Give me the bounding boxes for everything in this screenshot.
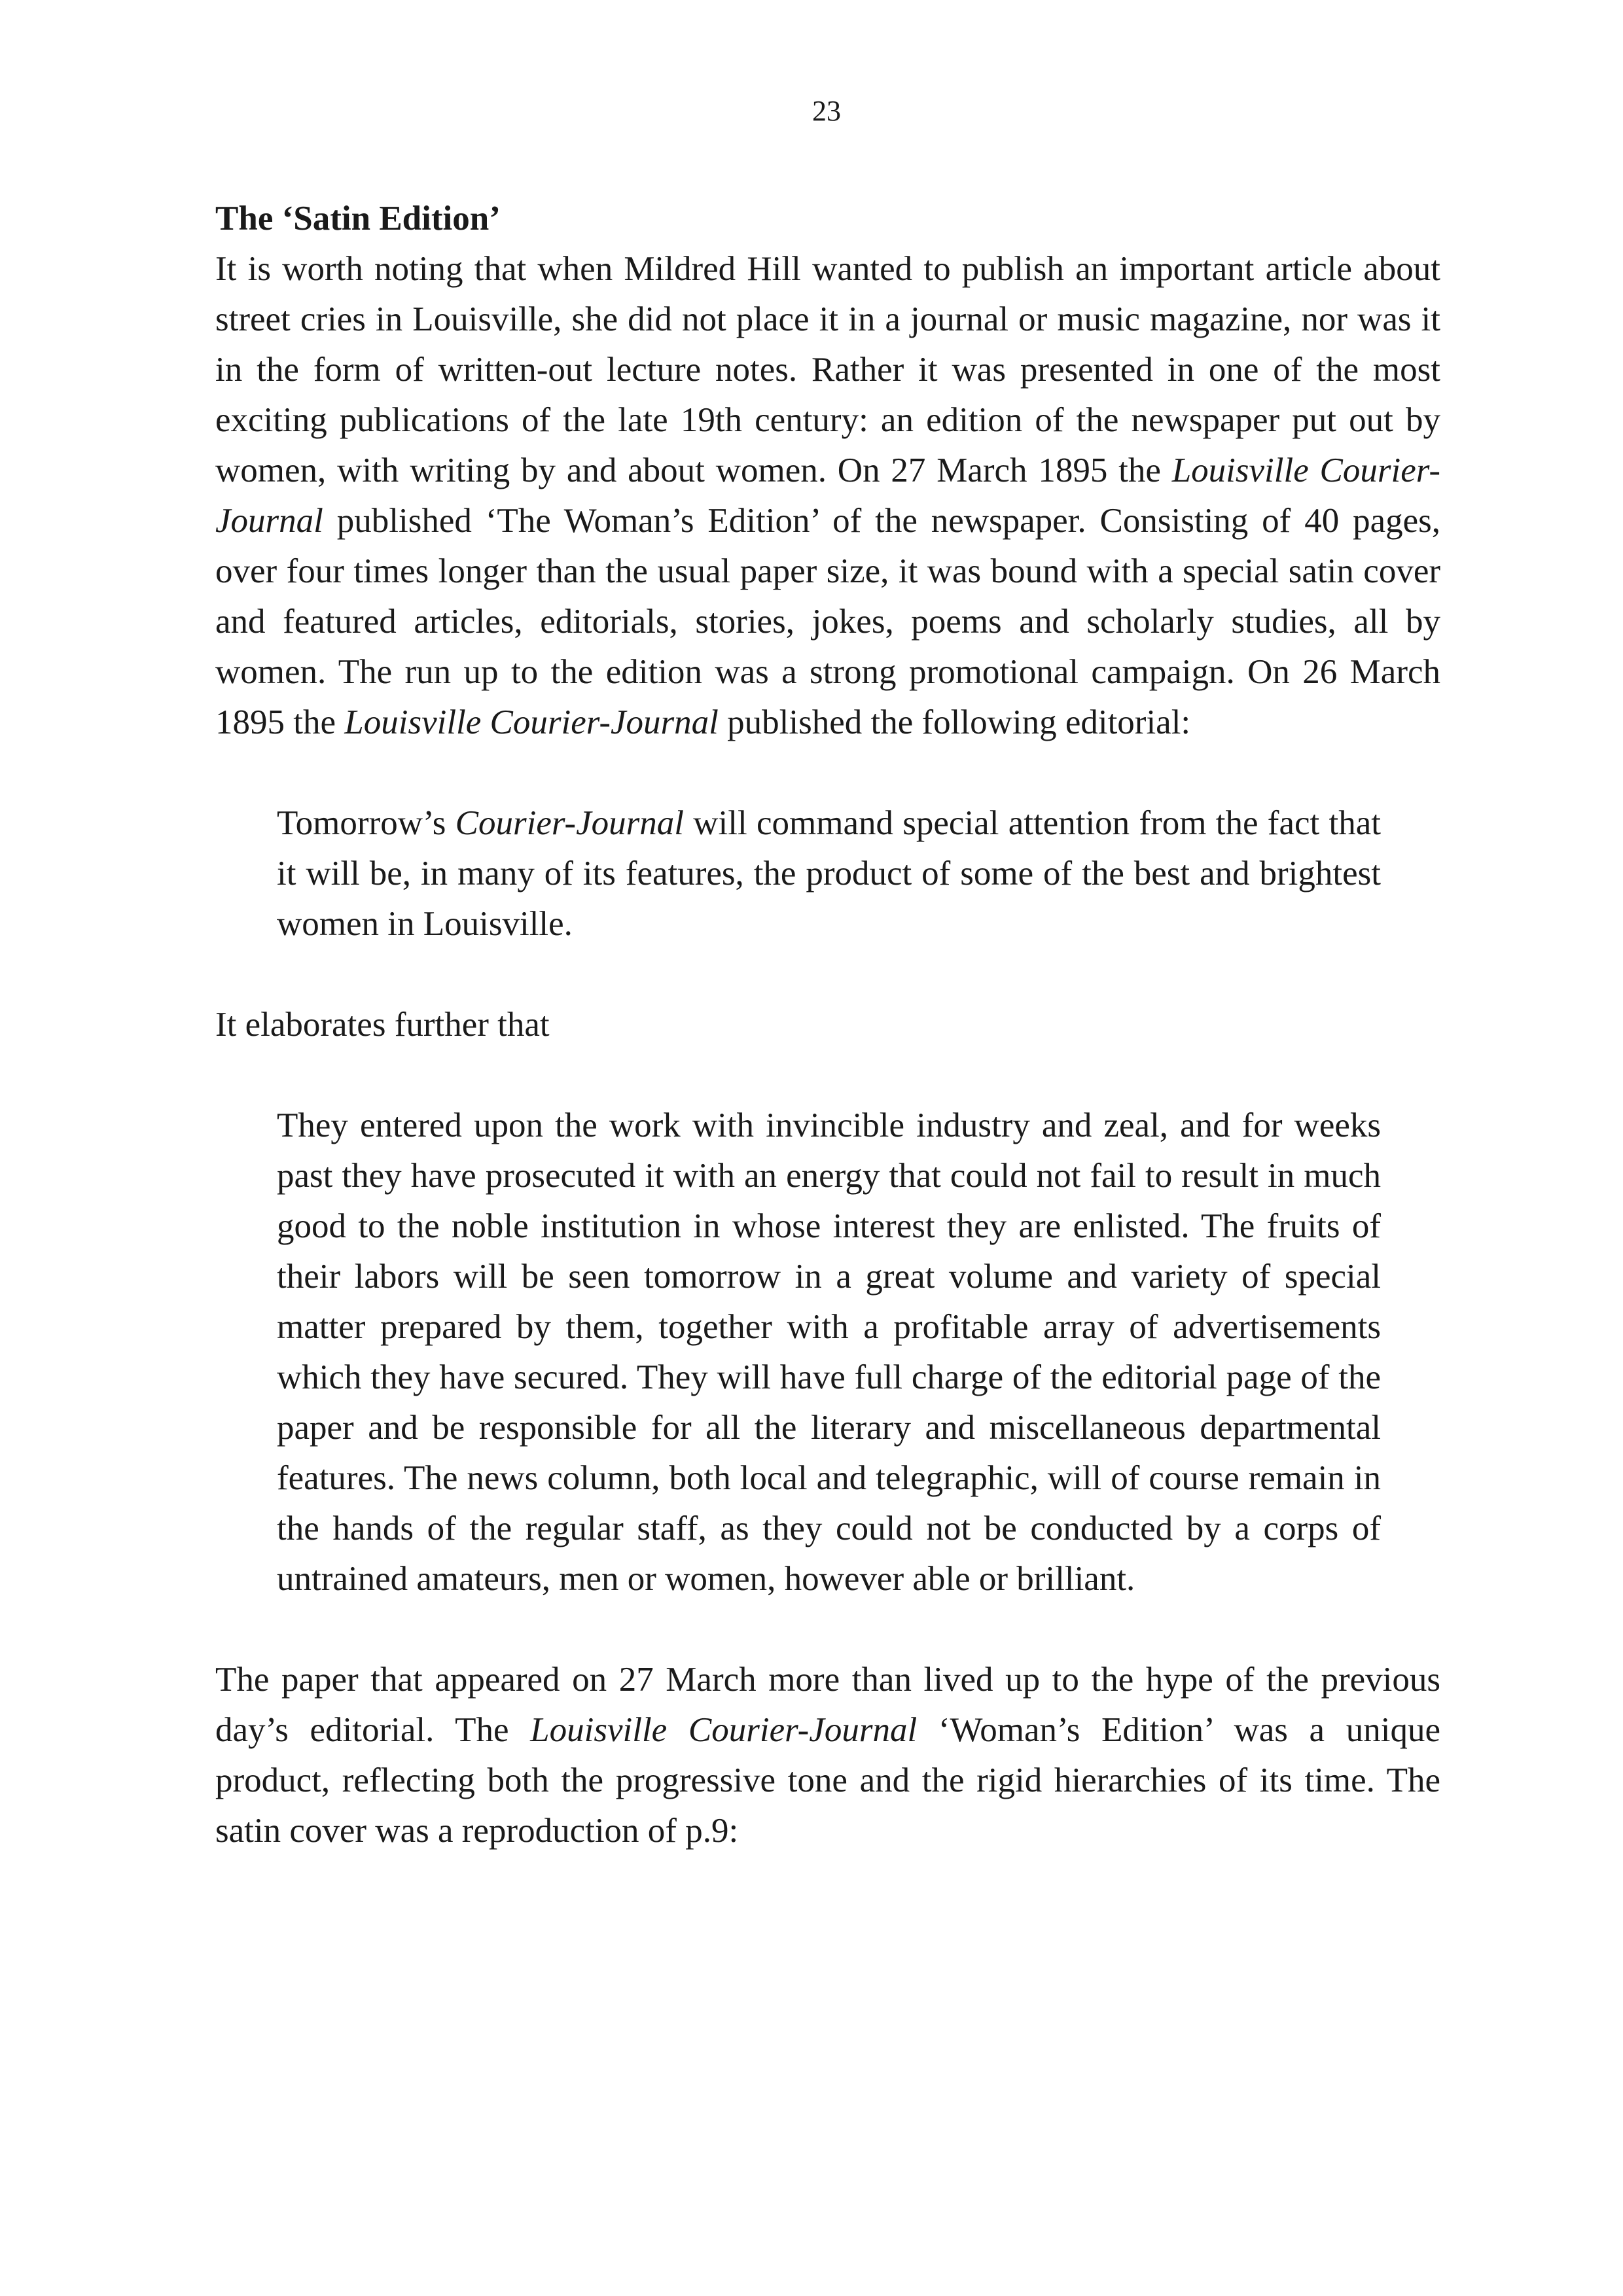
paragraph-1-text-a: It is worth noting that when Mildred Hill wanted to publish an important article about street cries in Louisville, she did not place it in a journal or music magazine, nor was it in the form of written-out lecture notes. Rather it was presented in one of the most exciting publications of the late 19th century: an edition of the newspaper put out by women, with writing by and about women. On 27 March 1895 the [215, 250, 1440, 489]
section-heading: The ‘Satin Edition’ [215, 200, 501, 238]
block-quote-1 [277, 798, 1381, 949]
paragraph-1-text-c: published the following editorial: [718, 703, 1191, 741]
quote-1-newspaper-title: Courier-Journal [455, 804, 684, 842]
body-paragraph-1 [215, 244, 1440, 748]
block-quote-2: They entered upon the work with invincible industry and zeal, and for weeks past they have prosecuted it with an energy that could not fail to result in much good to the noble institution in whose interest they are enlisted. The fruits of their labors will be seen tomorrow in a great volume and variety of special matter prepared by them, together with a profitable array of advertisements which they have secured. They will have full charge of the editorial page of the paper and be responsible for all the literary and miscellaneous departmental features. The news column, both local and telegraphic, will of course remain in the hands of the regular staff, as they could not be conducted by a corps of untrained amateurs, men or women, however able or brilliant. [277, 1106, 1381, 1598]
paragraph-1-text-b: published ‘The Woman’s Edition’ of the newspaper. Consisting of 40 pages, over four times longer than the usual paper size, it was bound with a special satin cover and featured articles, editorials, stories, jokes, poems and scholarly studies, all by women. The run up to the edition was a strong promotional campaign. On 26 March 1895 the [215, 502, 1440, 741]
quote-1-text-b: will command special attention from the fact that it will be, in many of its features, the product of some of the best and brightest women in Louisville. [277, 804, 1381, 943]
page-number: 23 [812, 95, 841, 127]
body-paragraph-2 [215, 1655, 1440, 1856]
paragraph-2-text-b: ‘Woman’s Edition’ was a unique product, reflecting both the progressive tone and the rigid hierarchies of its time. The satin cover was a reproduction of p.9: [215, 1711, 1440, 1850]
paragraph-2-text-a: The paper that appeared on 27 March more than lived up to the hype of the previous day’s editorial. The [215, 1661, 1440, 1749]
transition-line: It elaborates further that [215, 1006, 550, 1044]
page-body [215, 194, 1440, 1856]
paragraph-2-newspaper-title: Louisville Courier-Journal [530, 1711, 918, 1749]
quote-1-text-a: Tomorrow’s [277, 804, 455, 842]
paragraph-1-newspaper-title-a: Louisville Courier-Journal [215, 451, 1440, 540]
paragraph-1-newspaper-title-b: Louisville Courier-Journal [344, 703, 719, 741]
